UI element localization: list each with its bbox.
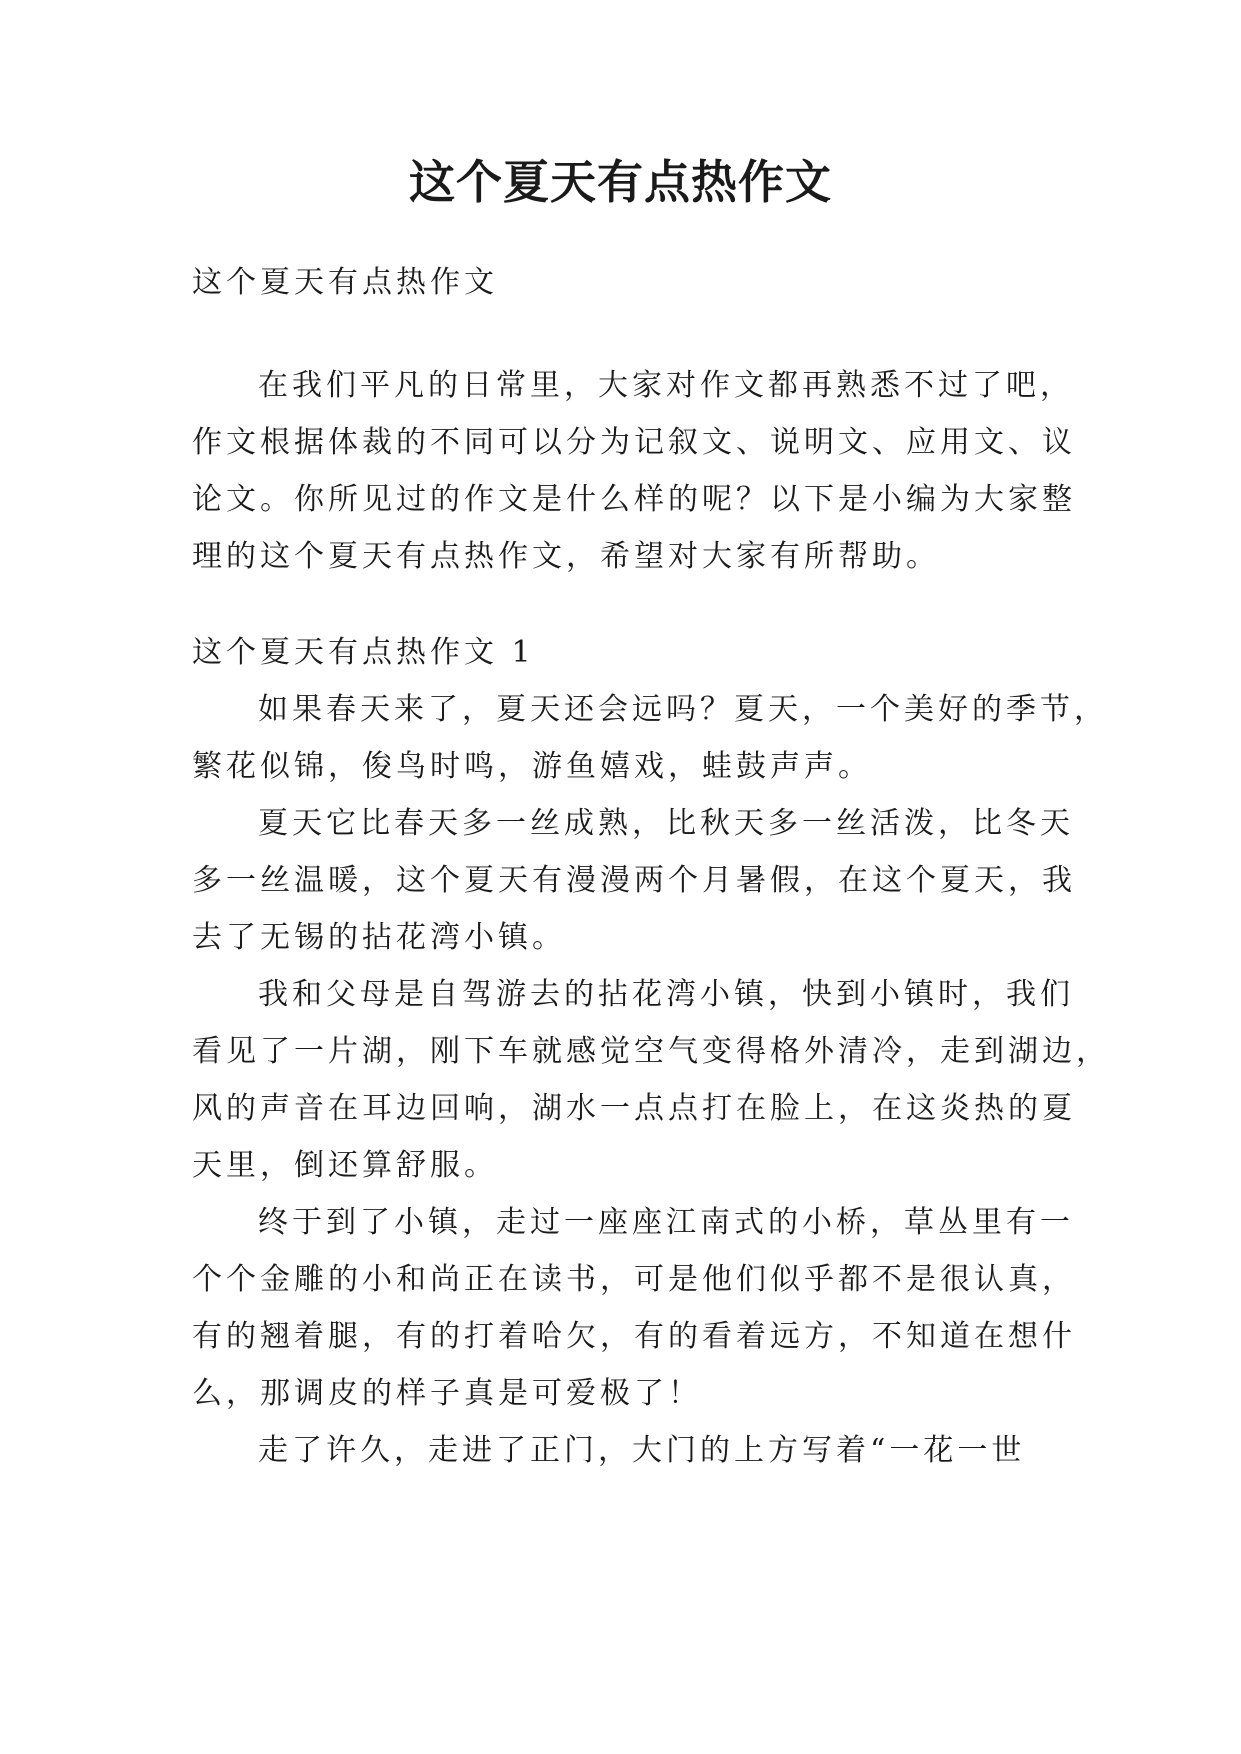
paragraph-line: 有的翘着腿，有的打着哈欠，有的看着远方，不知道在想什 (192, 1319, 1076, 1354)
document-title: 这个夏天有点热作文 (409, 155, 832, 209)
paragraph-line: 终于到了小镇，走过一座座江南式的小桥，草丛里有一 (258, 1205, 1074, 1240)
paragraph-line: 天里，倒还算舒服。 (192, 1148, 498, 1183)
intro-line: 作文根据体裁的不同可以分为记叙文、说明文、应用文、议 (192, 425, 1076, 460)
intro-line: 在我们平凡的日常里，大家对作文都再熟悉不过了吧， (258, 368, 1074, 403)
paragraph-line: 走了许久，走进了正门，大门的上方写着“一花一世 (258, 1433, 1026, 1468)
paragraph-line: 看见了一片湖，刚下车就感觉空气变得格外清冷，走到湖边， (192, 1034, 1110, 1069)
paragraph-line: 繁花似锦，俊鸟时鸣，游鱼嬉戏，蛙鼓声声。 (192, 749, 872, 784)
intro-line: 论文。你所见过的作文是什么样的呢？以下是小编为大家整 (192, 482, 1076, 517)
paragraph-line: 多一丝温暖，这个夏天有漫漫两个月暑假，在这个夏天，我 (192, 863, 1076, 898)
intro-line: 理的这个夏天有点热作文，希望对大家有所帮助。 (192, 539, 940, 574)
paragraph-line: 个个金雕的小和尚正在读书，可是他们似乎都不是很认真， (192, 1262, 1076, 1297)
paragraph-line: 么，那调皮的样子真是可爱极了！ (192, 1376, 702, 1411)
paragraph-line: 去了无锡的拈花湾小镇。 (192, 920, 566, 955)
section-heading: 这个夏天有点热作文 1 (192, 635, 535, 670)
paragraph-line: 风的声音在耳边回响，湖水一点点打在脸上，在这炎热的夏 (192, 1091, 1076, 1126)
paragraph-line: 夏天它比春天多一丝成熟，比秋天多一丝活泼，比冬天 (258, 806, 1074, 841)
paragraph-line: 我和父母是自驾游去的拈花湾小镇，快到小镇时，我们 (258, 977, 1074, 1012)
paragraph-line: 如果春天来了，夏天还会远吗？夏天，一个美好的季节， (258, 692, 1108, 727)
document-subtitle: 这个夏天有点热作文 (192, 265, 498, 300)
